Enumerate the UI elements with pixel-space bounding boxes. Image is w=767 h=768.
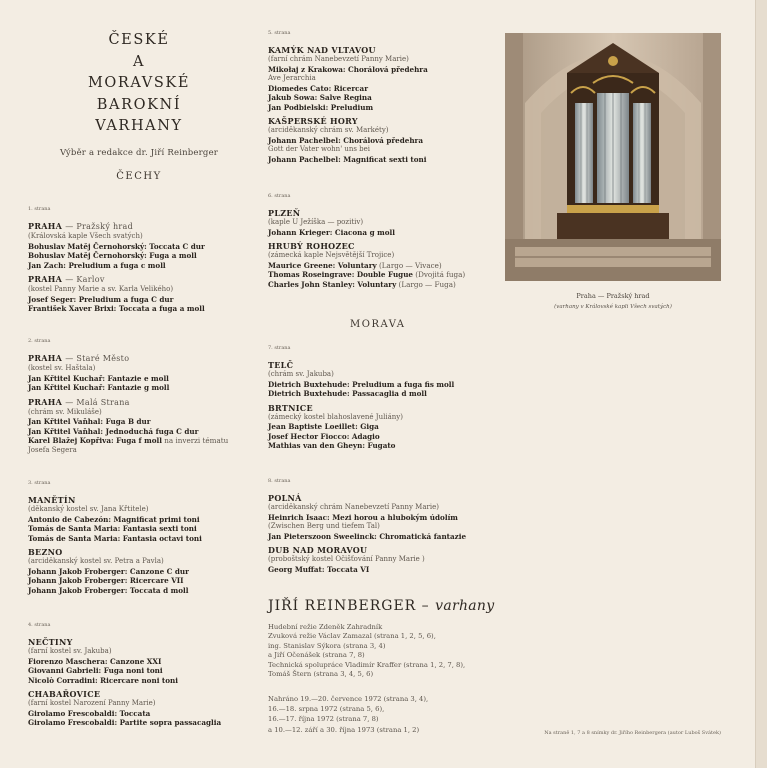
piece-note: (Zwischen Berg und tiefem Tal) (268, 522, 380, 530)
venue-location: (kostel Panny Marie a sv. Karla Velikého) (28, 285, 174, 293)
subtitle: Výběr a redakce dr. Jiří Reinberger (59, 147, 219, 158)
piece-text: Mathias van den Gheyn: Fugato (268, 441, 396, 450)
side-5 (268, 29, 498, 168)
venue-entry (268, 360, 498, 399)
place-subtitle: — Malá Strana (65, 397, 130, 407)
piece-title (28, 251, 253, 261)
piece-text: Girolamo Frescobaldi: Partite sopra passacaglia (28, 718, 222, 727)
piece-text: Johann Jakob Froberger: Toccata d moll (28, 585, 189, 595)
title-line: VARHANY (95, 118, 183, 134)
piece-title (28, 567, 253, 577)
date-line: 16.—17. října 1972 (strana 7, 8) (268, 715, 379, 724)
venue-location: (chrám sv. Jakuba) (268, 370, 334, 378)
piece-text: Dietrich Buxtehude: Preludium a fuga fis moll (268, 379, 455, 389)
piece-extra: (Dvojitá fuga) (413, 270, 466, 279)
venue-entry (268, 208, 498, 237)
venue-location: (arciděkanský chrám Nanebevzetí Panny Marie) (268, 503, 439, 511)
credit-line: Zvuková režie Václav Zamazal (strana 1, 2, 5, 6), (268, 632, 436, 641)
side-2 (28, 337, 253, 459)
place-title: CHABAŘOVICE (28, 689, 101, 699)
title-line: A (132, 53, 146, 70)
title-line: BAROKNÍ (96, 96, 182, 113)
piece-text: Josef Hector Fiocco: Adagio (268, 431, 380, 441)
place-title: BRTNICE (268, 402, 313, 413)
piece-title (268, 513, 498, 523)
place-title: PRAHA (28, 353, 63, 363)
side-label: 8. strana (268, 478, 291, 484)
piece-text: Charles John Stanley: Voluntary (268, 279, 397, 289)
piece-title (28, 666, 253, 676)
piece-title (268, 84, 498, 94)
side-label: 1. strana (28, 206, 51, 212)
piece-text: Johann Pachelbel: Chorálová předehra (268, 135, 423, 145)
place-name (268, 360, 498, 370)
venue-entry (28, 397, 253, 456)
photo-caption (505, 292, 721, 310)
side-label: 5. strana (268, 30, 291, 36)
piece-text: Diomedes Cato: Ricercar (268, 83, 368, 93)
place-title: KAŠPERSKÉ HORY (268, 116, 358, 126)
place-name (28, 221, 253, 232)
place-name (268, 208, 498, 218)
place-name (28, 353, 253, 364)
piece-text: Fiorenzo Maschera: Canzone XXI (28, 656, 162, 666)
piece-extra: (Largo — Vivace) (376, 260, 442, 270)
piece-title (28, 709, 253, 719)
venue-entry (268, 545, 498, 574)
piece-text: Antonio de Cabezón: Magnificat primi toni (28, 514, 200, 524)
piece-text: Giovanni Gabrieli: Fuga noni toni (28, 666, 163, 675)
side-label: 7. strana (268, 345, 291, 351)
piece-text: Bohuslav Matěj Černohorský: Fuga a moll (28, 251, 197, 260)
piece-note: Ave Jerarchia (268, 74, 316, 82)
venue-entry (268, 403, 498, 451)
piece-text: Josef Seger: Preludium a fuga C dur (28, 294, 174, 304)
title-line: MORAVSKÉ (87, 75, 191, 91)
piece-text: Johann Jakob Froberger: Ricercare VII (28, 576, 184, 585)
credit-line: a Jiří Očenášek (strana 7, 8) (268, 651, 365, 660)
place-name (268, 116, 498, 126)
piece-title (28, 427, 253, 437)
venue-entry (268, 241, 498, 289)
side-1 (28, 205, 253, 318)
piece-text: Karel Blažej Kopřiva: Fuga f moll (28, 436, 162, 445)
place-name (28, 397, 253, 408)
venue-entry (268, 493, 498, 541)
piece-text: Jan Křtitel Kuchař: Fantazie e moll (28, 373, 169, 383)
piece-extra: (Largo — Fuga) (396, 279, 456, 289)
side-7 (268, 344, 498, 455)
artist-name: JIŘÍ REINBERGER (268, 598, 417, 614)
venue-location: (arciděkanský kostel sv. Petra a Pavla) (28, 557, 164, 565)
left-column (28, 0, 253, 727)
piece-text: Jean Baptiste Loeillet: Giga (268, 422, 379, 431)
place-title: HRUBÝ ROHOZEC (268, 241, 355, 251)
piece-title (28, 676, 253, 686)
side-8 (268, 477, 498, 578)
piece-title (268, 136, 498, 146)
photo-credit: Na straně 1, 7 a 8 snímky dr. Jiřího Reinbergera (autor Luboš Svátek) (544, 730, 721, 736)
piece-title (28, 436, 253, 446)
production-credits (268, 623, 498, 679)
piece-text: Jan Křtitel Vaňhal: Fuga B dur (28, 417, 151, 426)
piece-text: Jan Podbielski: Preludium (268, 102, 374, 112)
credit-line: Technická spolupráce Vladimír Kraffer (strana 1, 2, 7, 8), (268, 660, 466, 669)
venue-location: (kostel sv. Haštala) (28, 364, 96, 372)
artist-dash: – (421, 598, 436, 614)
piece-text: Jan Zach: Preludium a fuga c moll (28, 260, 166, 270)
venue-location: (zámecký kostel blahoslavené Juliány) (268, 412, 403, 421)
side-label: 2. strana (28, 338, 51, 344)
piece-extra: na inverzi tématu (161, 436, 229, 445)
venue-location: (farní kostel sv. Jakuba) (28, 647, 112, 655)
venue-entry (28, 689, 253, 728)
piece-title (268, 422, 498, 432)
venue-entry (28, 221, 253, 270)
venue-entry (28, 274, 253, 314)
piece-title (28, 576, 253, 586)
venue-entry (268, 116, 498, 164)
piece-title (28, 534, 253, 544)
piece-text: Jan Křtitel Vaňhal: Jednoduchá fuga C dur (28, 426, 199, 436)
sleeve-edge (755, 0, 767, 768)
place-name (28, 495, 253, 505)
piece-text: Maurice Greene: Voluntary (268, 260, 377, 270)
piece-text: Tomás de Santa Maria: Fantasia octavi toni (28, 533, 202, 543)
piece-text: Johann Krieger: Ciacona g moll (268, 227, 395, 237)
organ-photo (505, 33, 721, 281)
side-label: 3. strana (28, 480, 51, 486)
caption-title: Praha — Pražský hrad (576, 292, 650, 300)
piece-title (28, 295, 253, 305)
venue-location: (kaple U Ježíška — pozitiv) (268, 218, 364, 226)
piece-text: Heinrich Isaac: Mezi horou a hlubokým údolím (268, 512, 458, 522)
piece-title (268, 565, 498, 575)
piece-title (268, 228, 498, 238)
piece-title (28, 718, 253, 728)
venue-location: (proboštský kostel Očišťování Panny Marie ) (268, 555, 425, 563)
venue-location: (chrám sv. Mikuláše) (28, 407, 102, 416)
piece-title (28, 586, 253, 596)
place-name (268, 545, 498, 555)
piece-title (28, 242, 253, 252)
credit-line: Tomáš Štern (strana 3, 4, 5, 6) (268, 670, 374, 679)
piece-title (28, 374, 253, 384)
place-title: PRAHA (28, 274, 63, 284)
place-name (28, 637, 253, 647)
place-name (268, 493, 498, 503)
venue-location: (farní chrám Nanebevzetí Panny Marie) (268, 55, 409, 63)
place-name (268, 403, 498, 413)
venue-entry (268, 45, 498, 112)
date-line: Nahráno 19.—20. července 1972 (strana 3, 4), (268, 695, 429, 703)
title-line: ČESKÉ (108, 32, 170, 48)
piece-text: Girolamo Frescobaldi: Toccata (28, 708, 151, 718)
region-heading-morava: MORAVA (350, 319, 406, 330)
piece-text: Johann Jakob Froberger: Canzone C dur (28, 566, 189, 576)
place-subtitle: — Pražský hrad (65, 222, 134, 231)
piece-title (268, 380, 498, 390)
venue-location: (Královská kaple Všech svatých) (28, 232, 143, 240)
piece-text: Tomás de Santa Maria: Fantasia sexti toni (28, 524, 197, 533)
place-title: MANĚTÍN (28, 495, 76, 505)
piece-note: Gott der Vater wohn' uns bei (268, 145, 371, 153)
piece-title (268, 65, 498, 75)
piece-text: Jan Křtitel Kuchař: Fantazie g moll (28, 383, 170, 392)
piece-text: Jan Pieterszoon Sweelinck: Chromatická fantazie (268, 531, 467, 541)
piece-text: František Xaver Brixi: Toccata a fuga a moll (28, 304, 205, 313)
venue-entry (28, 547, 253, 595)
piece-title (28, 304, 253, 314)
side-label: 4. strana (28, 622, 51, 628)
venue-entry (28, 495, 253, 543)
piece-text: Jakub Sowa: Salve Regina (268, 93, 372, 102)
place-name (268, 45, 498, 55)
piece-title (268, 103, 498, 113)
region-heading-cechy: ČECHY (116, 170, 162, 182)
piece-text: Bohuslav Matěj Černohorský: Toccata C dur (28, 241, 205, 251)
venue-location: (děkanský kostel sv. Jana Křtitele) (28, 505, 149, 513)
organ-illustration (505, 33, 721, 281)
credit-line: ing. Stanislav Sýkora (strana 3, 4) (268, 641, 386, 650)
piece-title (268, 280, 498, 290)
place-subtitle: — Karlov (65, 275, 105, 284)
piece-text: Dietrich Buxtehude: Passacaglia d moll (268, 389, 427, 398)
side-6 (268, 192, 498, 293)
piece-title (268, 270, 498, 280)
date-line: 16.—18. srpna 1972 (strana 5, 6), (268, 705, 385, 714)
venue-entry (28, 637, 253, 685)
side-3 (28, 479, 253, 599)
recording-dates (268, 694, 498, 735)
venue-location: (zámecká kaple Nejsvětější Trojice) (268, 251, 395, 259)
place-title: BEZNO (28, 547, 63, 557)
piece-title (28, 657, 253, 667)
date-line: a 10.—12. září a 30. října 1973 (strana 1, 2) (268, 725, 420, 734)
piece-title (268, 532, 498, 542)
artist-role: varhany (435, 598, 495, 614)
place-name (28, 274, 253, 285)
album-title (14, 30, 264, 182)
place-name (28, 547, 253, 557)
piece-text: Nicolò Corradini: Ricercare noni toni (28, 675, 178, 685)
side-label: 6. strana (268, 193, 291, 199)
place-name (268, 241, 498, 251)
piece-title (268, 441, 498, 451)
venue-location: (arciděkanský chrám sv. Markéty) (268, 126, 389, 134)
place-title: KAMÝK NAD VLTAVOU (268, 45, 376, 55)
artist-credit (268, 598, 494, 614)
piece-title (28, 383, 253, 393)
caption-subtitle: (varhany v Královské kapli Všech svatých) (554, 304, 672, 310)
place-title: DUB NAD MORAVOU (268, 545, 368, 555)
side-4 (28, 621, 253, 732)
piece-text: Johann Pachelbel: Magnificat sexti toni (268, 154, 427, 164)
venue-location: (farní kostel Narození Panny Marie) (28, 699, 156, 707)
venue-entry (28, 353, 253, 393)
place-title: POLNÁ (268, 493, 302, 503)
piece-title (28, 515, 253, 525)
place-title: PRAHA (28, 221, 63, 231)
piece-text: Mikołaj z Krakowa: Chorálová předehra (268, 64, 428, 74)
piece-title (28, 261, 253, 271)
piece-title (268, 155, 498, 165)
credit-line: Hudební režie Zdeněk Zahradník (268, 623, 383, 631)
piece-text: Thomas Roseingrave: Double Fugue (268, 270, 414, 279)
piece-text: Georg Muffat: Toccata VI (268, 564, 370, 574)
piece-title (268, 432, 498, 442)
piece-title (268, 389, 498, 399)
place-title: PLZEŇ (268, 208, 301, 218)
piece-title (268, 93, 498, 103)
place-subtitle: — Staré Město (65, 354, 130, 363)
place-title: NEČTINY (28, 637, 73, 647)
piece-title (28, 524, 253, 534)
place-title: PRAHA (28, 396, 63, 407)
piece-title (28, 417, 253, 427)
piece-title (268, 261, 498, 271)
place-name (28, 689, 253, 699)
piece-note: Josefa Segera (28, 445, 77, 454)
place-title: TELČ (268, 360, 294, 370)
